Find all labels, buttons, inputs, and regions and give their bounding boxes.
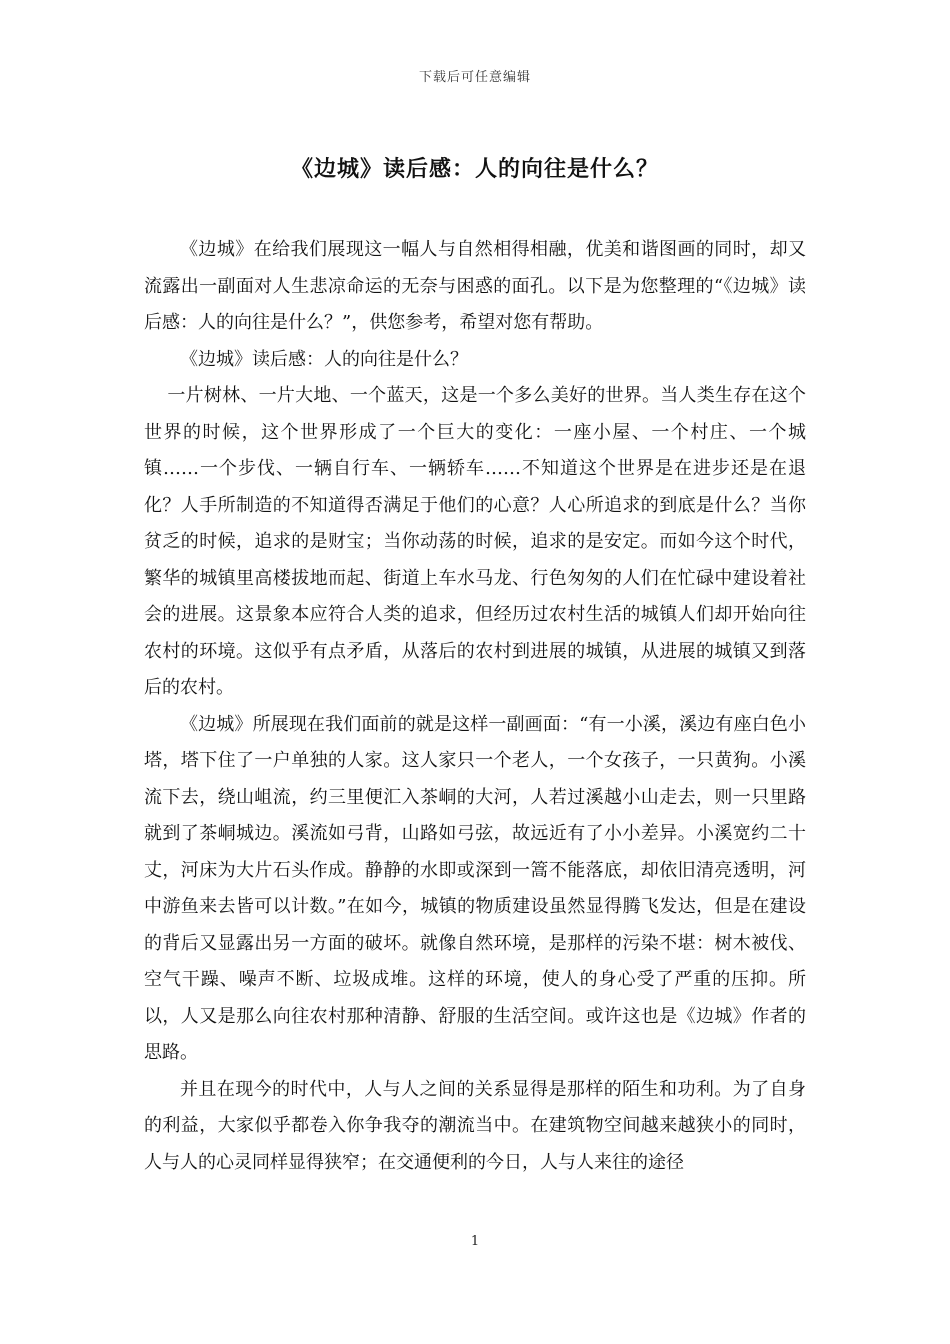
page-number: 1 [470, 1234, 480, 1249]
paragraph-subtitle: 《边城》读后感：人的向往是什么？ [180, 348, 468, 370]
paragraph-relationships: 并且在现今的时代中，人与人之间的关系显得是那样的陌生和功利。为了自身的利益，大家似乎都卷入你争我夺的潮流当中。在建筑物空间越来越狭小的同时，人与人的心灵同样显得狭窄；在交通便利的今日，人与人来往的途径 [144, 1078, 806, 1173]
page-header-note: 下载后可任意编辑 [418, 70, 531, 85]
document-body [144, 232, 806, 1181]
document-title: 《边城》读后感：人的向往是什么？ [290, 156, 659, 182]
paragraph-intro: 《边城》在给我们展现这一幅人与自然相得相融，优美和谐图画的同时，却又流露出一副面对人生悲凉命运的无奈与困惑的面孔。以下是为您整理的“《边城》读后感：人的向往是什么？”，供您参考，希望对您有帮助。 [144, 239, 806, 333]
paragraph-bian-cheng-scene: 《边城》所展现在我们面前的就是这样一副画面：“有一小溪，溪边有座白色小塔，塔下住了一户单独的人家。这人家只一个老人，一个女孩子，一只黄狗。小溪流下去，绕山岨流，约三里便汇入茶峒的大河，人若过溪越小山走去，则一只里路就到了茶峒城边。溪流如弓背，山路如弓弦，故远近有了小小差异。小溪宽约二十丈，河床为大片石头作成。静静的水即或深到一篙不能落底，却依旧清亮透明，河中游鱼来去皆可以计数。”在如今，城镇的物质建设虽然显得腾飞发达，但是在建设的背后又显露出另一方面的破坏。就像自然环境，是那样的污染不堪：树木被伐、空气干躁、噪声不断、垃圾成堆。这样的环境，使人的身心受了严重的压抑。所以，人又是那么向往农村那种清静、舒服的生活空间。或许这也是《边城》作者的思路。 [144, 713, 806, 1063]
paragraph-world: 一片树林、一片大地、一个蓝天，这是一个多么美好的世界。当人类生存在这个世界的时候，这个世界形成了一个巨大的变化：一座小屋、一个村庄、一个城镇……一个步伐、一辆自行车、一辆轿车……不知道这个世界是在进步还是在退化？人手所制造的不知道得否满足于他们的心意？人心所追求的到底是什么？当你贫乏的时候，追求的是财宝；当你动荡的时候，追求的是安定。而如今这个时代，繁华的城镇里高楼拔地而起、街道上车水马龙、行色匆匆的人们在忙碌中建设着社会的进展。这景象本应符合人类的追求，但经历过农村生活的城镇人们却开始向往农村的环境。这似乎有点矛盾，从落后的农村到进展的城镇，从进展的城镇又到落后的农村。 [144, 385, 806, 698]
